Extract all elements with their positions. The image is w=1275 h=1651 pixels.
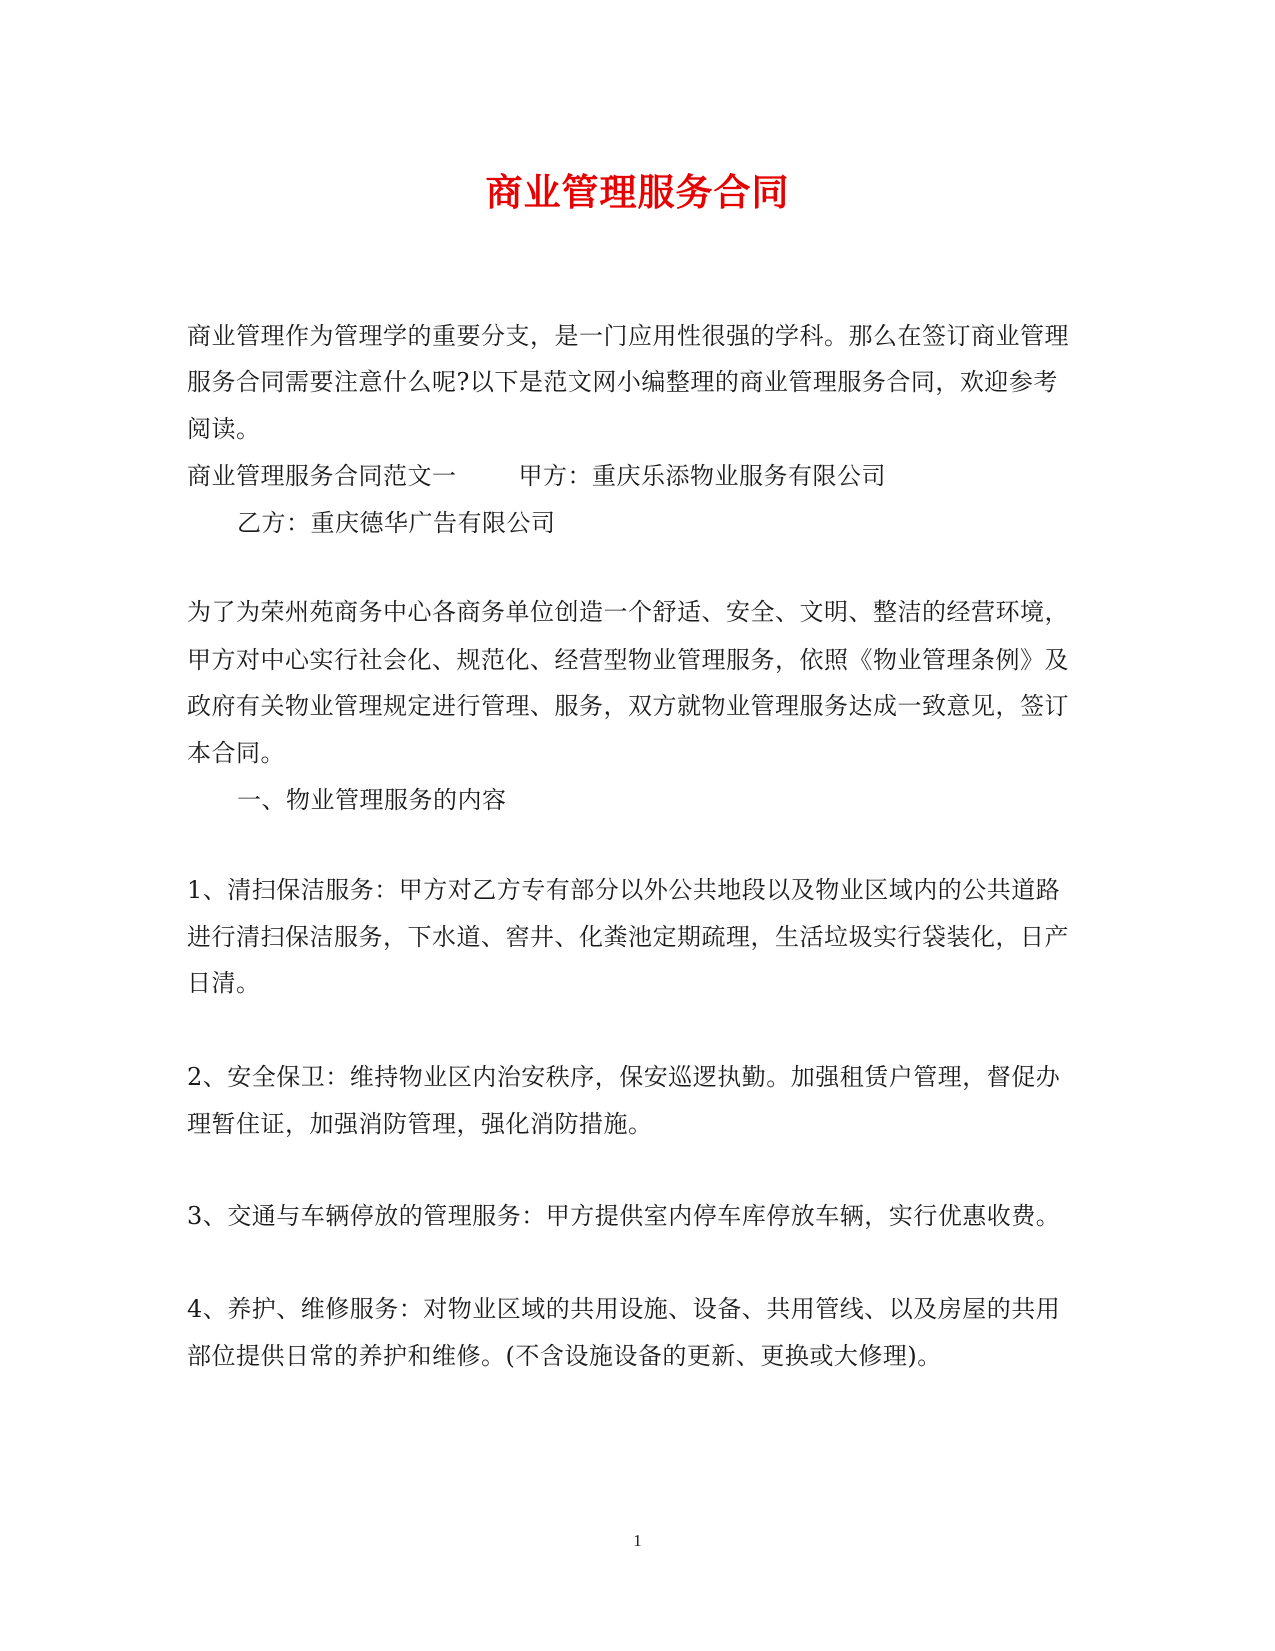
sample-header — [187, 460, 886, 492]
page-number: 1 — [633, 1531, 642, 1550]
intro-line: 阅读。 — [187, 415, 261, 443]
intro-line: 服务合同需要注意什么呢?以下是范文网小编整理的商业管理服务合同，欢迎参考 — [187, 368, 1058, 396]
item-line: 理暂住证，加强消防管理，强化消防措施。 — [187, 1110, 653, 1138]
item-line: 进行清扫保洁服务，下水道、窖井、化粪池定期疏理，生活垃圾实行袋装化，日产 — [187, 923, 1069, 951]
preamble-line: 政府有关物业管理规定进行管理、服务，双方就物业管理服务达成一致意见，签订 — [187, 692, 1069, 720]
item-line: 2、安全保卫：维持物业区内治安秩序，保安巡逻执勤。加强租赁户管理，督促办 — [187, 1063, 1061, 1091]
item-line: 1、清扫保洁服务：甲方对乙方专有部分以外公共地段以及物业区域内的公共道路 — [187, 876, 1061, 904]
intro-line: 商业管理作为管理学的重要分支，是一门应用性很强的学科。那么在签订商业管理 — [187, 322, 1069, 350]
section-heading: 一、物业管理服务的内容 — [237, 786, 507, 814]
item-line: 日清。 — [187, 969, 261, 997]
preamble-line: 本合同。 — [187, 739, 285, 767]
party-a: 甲方：重庆乐添物业服务有限公司 — [518, 462, 886, 490]
document-title: 商业管理服务合同 — [485, 170, 790, 214]
sample-label: 商业管理服务合同范文一 — [187, 462, 457, 490]
party-b: 乙方：重庆德华广告有限公司 — [237, 509, 556, 537]
item-line: 部位提供日常的养护和维修。(不含设施设备的更新、更换或大修理)。 — [187, 1342, 942, 1370]
preamble-line: 为了为荣州苑商务中心各商务单位创造一个舒适、安全、文明、整洁的经营环境， — [187, 598, 1069, 626]
preamble-line: 甲方对中心实行社会化、规范化、经营型物业管理服务，依照《物业管理条例》及 — [187, 646, 1069, 674]
item-line: 3、交通与车辆停放的管理服务：甲方提供室内停车库停放车辆，实行优惠收费。 — [187, 1202, 1061, 1230]
item-line: 4、养护、维修服务：对物业区域的共用设施、设备、共用管线、以及房屋的共用 — [187, 1295, 1061, 1323]
